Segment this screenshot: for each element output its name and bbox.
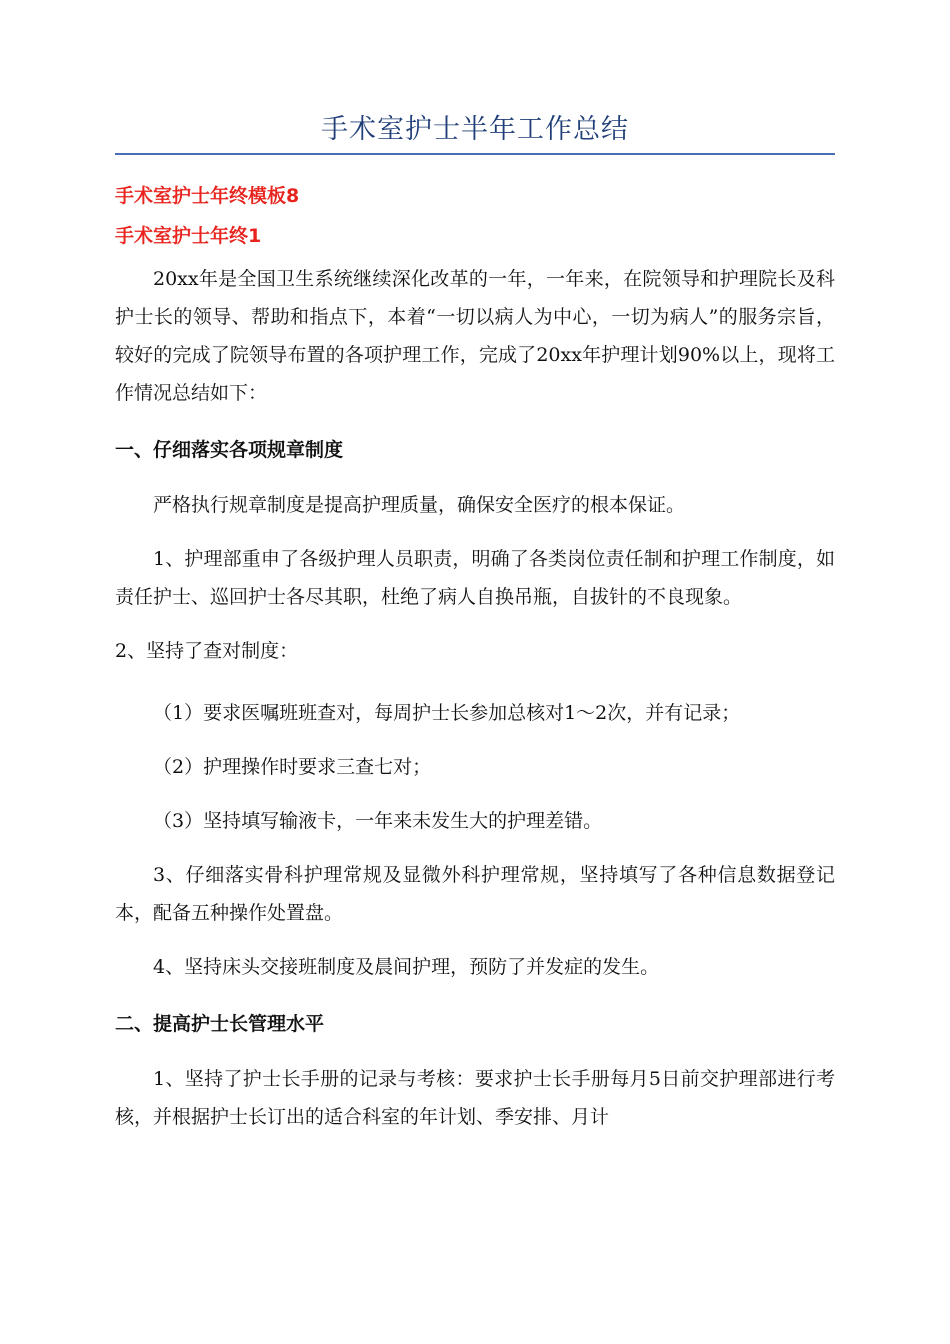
section-1-item-1: 1、护理部重申了各级护理人员职责，明确了各类岗位责任制和护理工作制度，如责任护士、巡回护士各尽其职，杜绝了病人自换吊瓶，自拔针的不良现象。 <box>115 548 835 608</box>
title-underline <box>115 153 835 155</box>
subtitle-year-end: 手术室护士年终1 <box>115 225 262 247</box>
subtitle-template: 手术室护士年终模板8 <box>115 185 300 207</box>
document-body <box>115 176 835 1136</box>
section-1-item-2: 2、坚持了查对制度： <box>115 640 299 662</box>
section-2-item-1: 1、坚持了护士长手册的记录与考核：要求护士长手册每月5日前交护理部进行考核，并根据护士长订出的适合科室的年计划、季安排、月计 <box>115 1068 835 1128</box>
section-1-heading: 一、仔细落实各项规章制度 <box>115 439 344 461</box>
section-1-sub-1: （1）要求医嘱班班查对，每周护士长参加总核对1～2次，并有记录； <box>153 702 741 724</box>
document-title: 手术室护士半年工作总结 <box>321 114 629 145</box>
section-2-heading: 二、提高护士长管理水平 <box>115 1013 325 1035</box>
section-1-item-3: 3、仔细落实骨科护理常规及显微外科护理常规，坚持填写了各种信息数据登记本，配备五种操作处置盘。 <box>115 864 835 924</box>
section-1-sub-2: （2）护理操作时要求三查七对； <box>153 756 432 778</box>
section-1-lead: 严格执行规章制度是提高护理质量，确保安全医疗的根本保证。 <box>153 494 686 516</box>
intro-paragraph: 20xx年是全国卫生系统继续深化改革的一年，一年来，在院领导和护理院长及科护士长的领导、帮助和指点下，本着“一切以病人为中心，一切为病人”的服务宗旨，较好的完成了院领导布置的各项护理工作，完成了20xx年护理计划90%以上，现将工作情况总结如下： <box>115 268 835 404</box>
section-1-item-4: 4、坚持床头交接班制度及晨间护理，预防了并发症的发生。 <box>153 956 660 978</box>
section-1-sub-3: （3）坚持填写输液卡，一年来未发生大的护理差错。 <box>153 810 603 832</box>
